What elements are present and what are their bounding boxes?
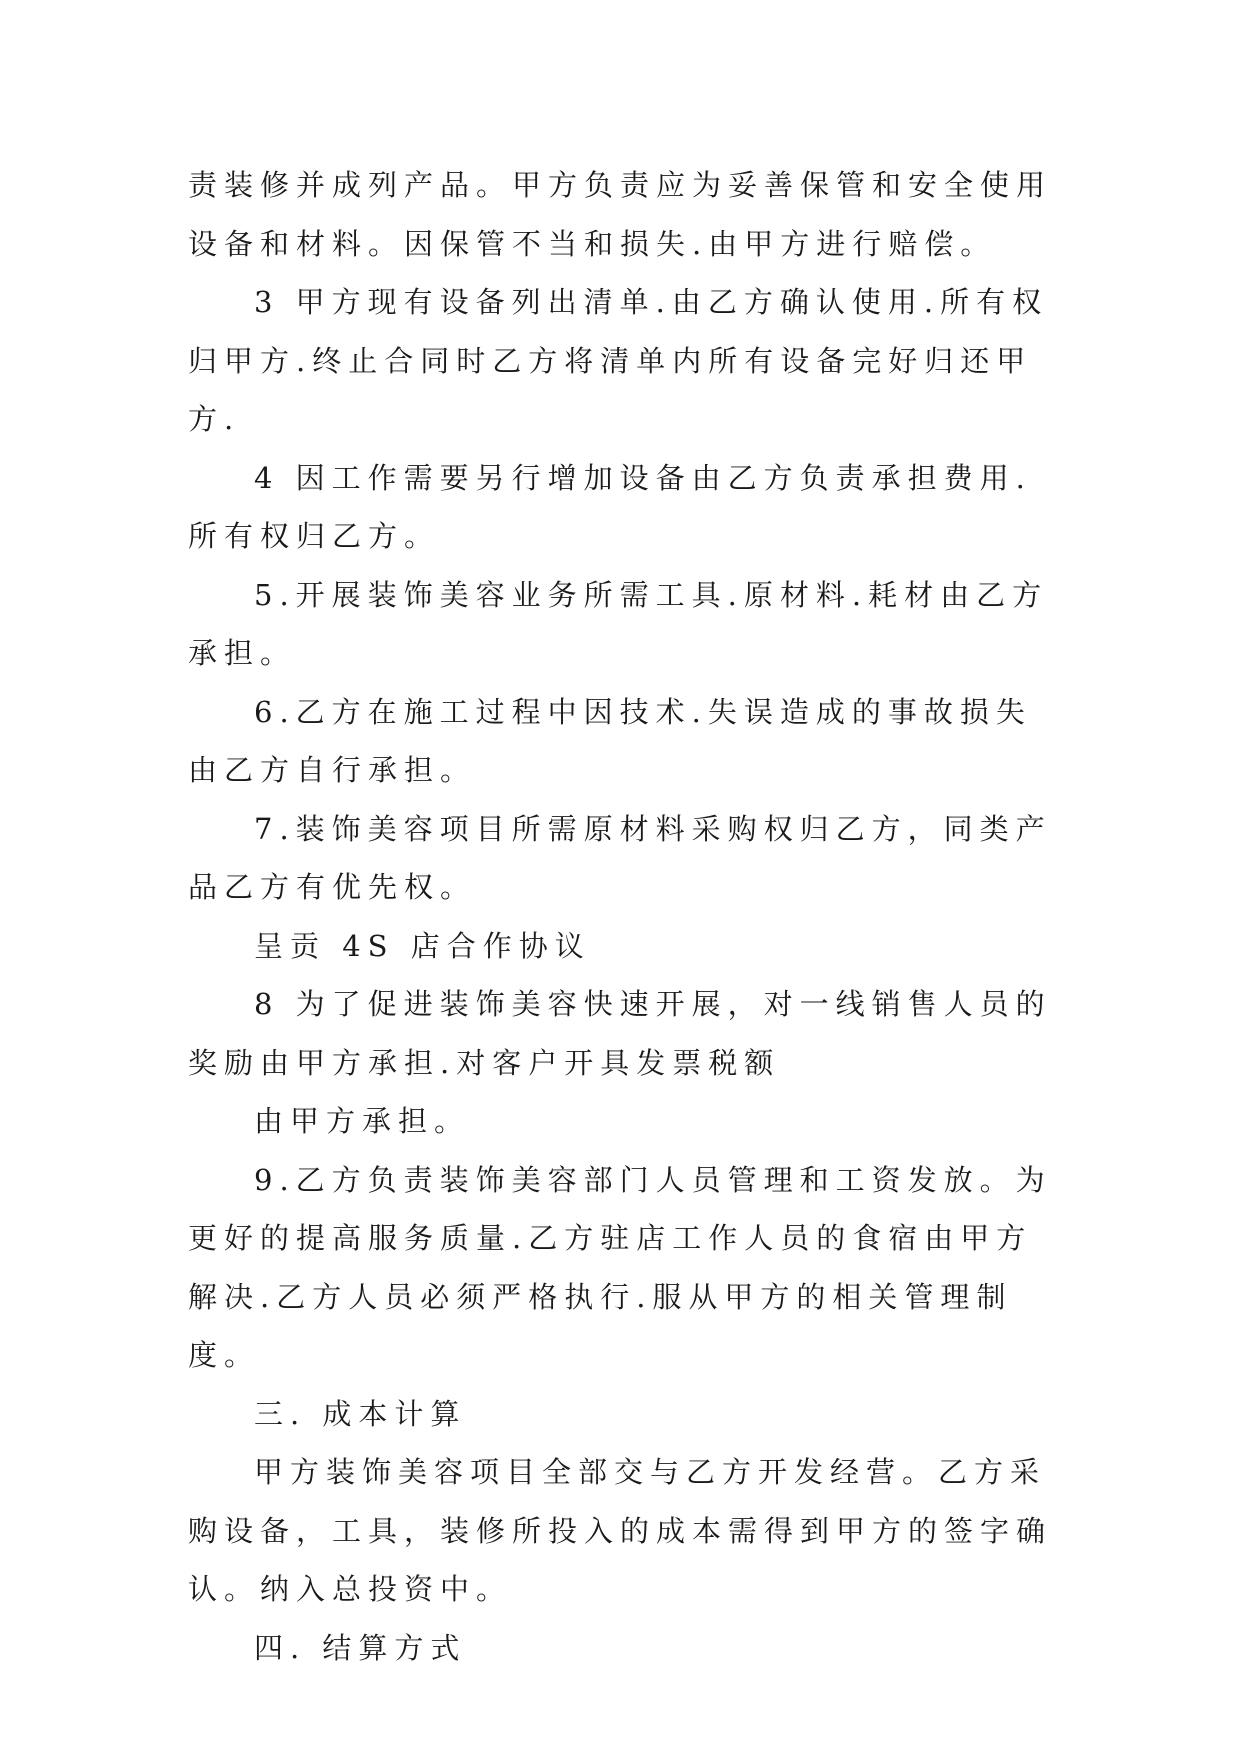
paragraph-clause-7: 7.装饰美容项目所需原材料采购权归乙方，同类产品乙方有优先权。 (188, 811, 1052, 904)
paragraph-agreement-title: 呈贡 4S 店合作协议 (254, 928, 591, 963)
section-heading-settlement: 四. 结算方式 (254, 1630, 467, 1665)
paragraph-clause-5: 5.开展装饰美容业务所需工具.原材料.耗材由乙方承担。 (188, 577, 1049, 670)
paragraph-equipment-custody: 责装修并成列产品。甲方负责应为妥善保管和安全使用设备和材料。因保管不当和损失.由甲方进行赔偿。 (188, 168, 1053, 261)
document-body (188, 156, 1058, 1677)
paragraph-clause-9: 9.乙方负责装饰美容部门人员管理和工资发放。为更好的提高服务质量.乙方驻店工作人员的食宿由甲方解决.乙方人员必须严格执行.服从甲方的相关管理制度。 (188, 1162, 1052, 1372)
paragraph-clause-8: 8 为了促进装饰美容快速开展，对一线销售人员的奖励由甲方承担.对客户开具发票税额 (188, 987, 1052, 1080)
paragraph-cost-calculation: 甲方装饰美容项目全部交与乙方开发经营。乙方采购设备，工具，装修所投入的成本需得到甲方的签字确认。纳入总投资中。 (188, 1455, 1053, 1606)
paragraph-clause-6: 6.乙方在施工过程中因技术.失误造成的事故损失由乙方自行承担。 (188, 694, 1032, 787)
section-heading-cost: 三. 成本计算 (254, 1396, 467, 1431)
paragraph-clause-4: 4 因工作需要另行增加设备由乙方负责承担费用.所有权归乙方。 (188, 460, 1032, 553)
paragraph-clause-8-cont: 由甲方承担。 (254, 1104, 471, 1138)
paragraph-clause-3: 3 甲方现有设备列出清单.由乙方确认使用.所有权归甲方.终止合同时乙方将清单内所有设备完好归还甲方. (188, 285, 1049, 436)
